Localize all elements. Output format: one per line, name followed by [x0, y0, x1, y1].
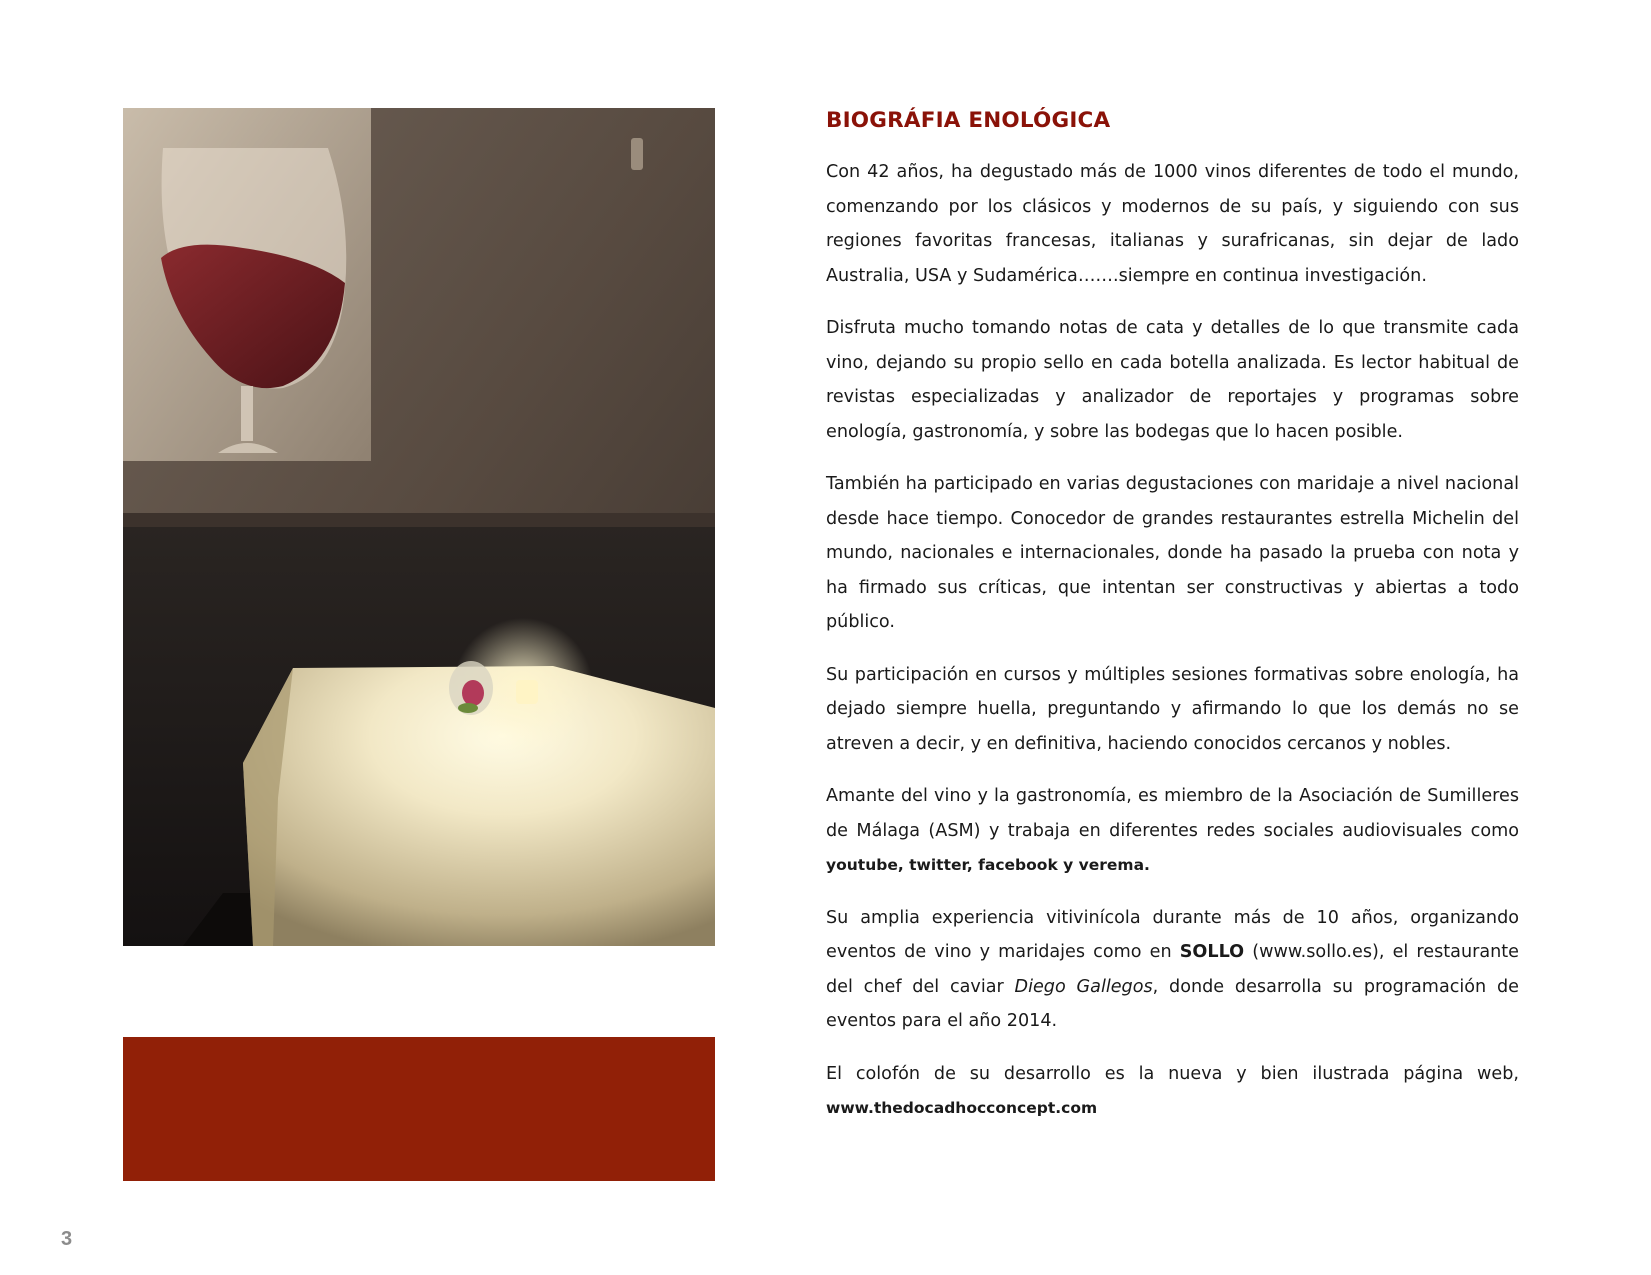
paragraph-7-text: El colofón de su desarrollo es la nueva y bien ilustrada página web, — [826, 1063, 1519, 1084]
restaurant-photo-icon — [123, 108, 715, 946]
section-heading: BIOGRÁFIA ENOLÓGICA — [826, 108, 1111, 133]
paragraph-5-text: Amante del vino y la gastronomía, es miembro de la Asociación de Sumilleres de Málaga (ASM) y trabaja en diferentes redes sociales audiovisuales como — [826, 786, 1519, 841]
paragraph-6 — [826, 901, 1519, 1039]
paragraph-7 — [826, 1057, 1519, 1126]
restaurant-name: SOLLO — [1179, 942, 1245, 962]
paragraph-1: Con 42 años, ha degustado más de 1000 vinos diferentes de todo el mundo, comenzando por los clásicos y modernos de su país, y siguiendo con sus regiones favoritas francesas, italianas y surafricanas, sin dejar de lado Australia, USA y Sudamérica…….siempre en continua investigación. — [826, 162, 1519, 286]
restaurant-photo — [123, 108, 715, 946]
decorative-red-block — [123, 1037, 715, 1181]
website-link[interactable]: www.thedocadhocconcept.com — [826, 1099, 1098, 1117]
biography-section — [826, 108, 1519, 1144]
paragraph-4: Su participación en cursos y múltiples sesiones formativas sobre enología, ha dejado siempre huella, preguntando y afirmando lo que los demás no se atreven a decir, y en definitiva, haciendo conocidos cercanos y nobles. — [826, 664, 1519, 754]
paragraph-2: Disfruta mucho tomando notas de cata y detalles de lo que transmite cada vino, dejando su propio sello en cada botella analizada. Es lector habitual de revistas especializadas y analizador de reportajes y programas sobre enología, gastronomía, y sobre las bodegas que lo hacen posible. — [826, 318, 1519, 442]
social-networks-list: youtube, twitter, facebook y verema. — [826, 856, 1150, 874]
paragraph-6-text-c: , donde desarrolla su programación de eventos para el año 2014. — [826, 976, 1519, 1031]
paragraph-6-text-b: (www.sollo.es), el restaurante del chef del caviar — [826, 942, 1519, 997]
paragraph-3: También ha participado en varias degustaciones con maridaje a nivel nacional desde hace tiempo. Conocedor de grandes restaurantes estrella Michelin del mundo, nacionales e internacionales, donde ha pasado la prueba con nota y ha firmado sus críticas, que intentan ser constructivas y abiertas a todo público. — [826, 474, 1519, 632]
paragraph-6-text-a: Su amplia experiencia vitivinícola durante más de 10 años, organizando eventos de vino y maridajes como en — [826, 907, 1519, 962]
chef-name: Diego Gallegos — [1014, 976, 1153, 997]
page-number: 3 — [61, 1228, 73, 1250]
paragraph-5 — [826, 779, 1519, 883]
